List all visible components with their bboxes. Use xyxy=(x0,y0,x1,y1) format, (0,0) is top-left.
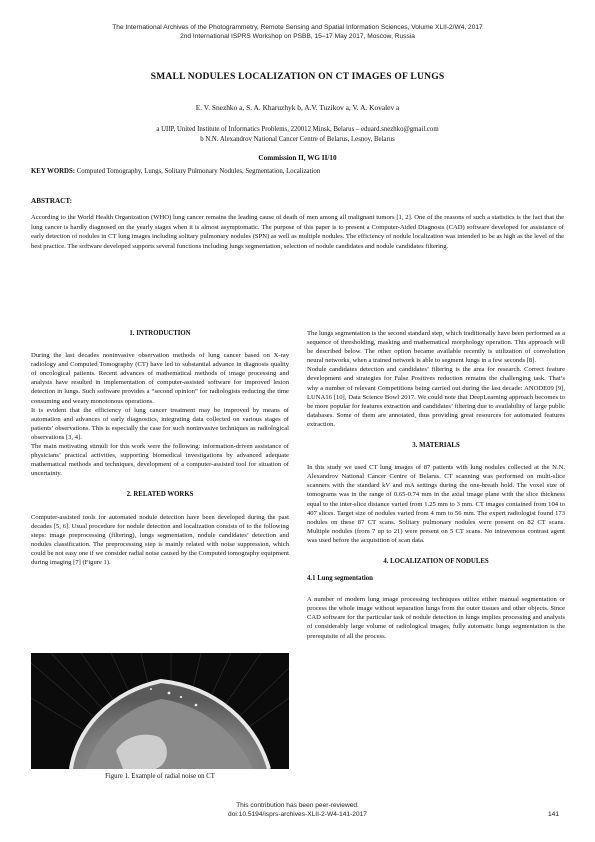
abstract-heading: ABSTRACT: xyxy=(31,197,73,205)
footer xyxy=(40,802,555,819)
left-column xyxy=(31,329,289,567)
affiliation-b: b N.N. Alexandrov National Cancer Centre of Belarus, Lesnoy, Belarus xyxy=(200,136,395,143)
keywords-text: Computed Tomography, Lungs, Solitary Pulmonary Nodules, Segmentation, Localization xyxy=(76,168,321,175)
section-related-works-heading: 2. RELATED WORKS xyxy=(126,491,194,499)
header-line-2: 2nd International ISPRS Workshop on PSBB, 15–17 May 2017, Moscow, Russia xyxy=(180,32,415,40)
intro-paragraph-3: The main motivating stimuli for this work were the following: information-driven assistance of physicians’ practical activities, supporting biomedical investigations by advanced adequate mathematical methods and techniques, development of a computer-assisted tool for situation of uncertainty. xyxy=(31,443,289,478)
section-localization-heading: 4. LOCALIZATION OF NODULES xyxy=(383,557,489,565)
intro-paragraph-2: It is evident that the efficiency of lung cancer treatment may be improved by means of automation and advances of early diagnostics, integrating data collected on various stages of patients’ observations. This is especially the case for such noninvasive techniques as radiological observations [3, 4]. xyxy=(31,406,289,441)
lung-segmentation-paragraph-1: A number of modern lung image processing techniques utilize either manual segmentation or process the whole image without separation lungs from the outer tissues and other objects. Since CAD software for the particular task of nodule detection in lungs implies processing and analysis of considerably large volume of radiological images, fully automatic lungs segmentation is the prerequisite of all the process. xyxy=(307,596,565,640)
affiliation-a: a UIIP, United Institute of Informatics Problems, 220012 Minsk, Belarus – eduard.snezhko@gmail.com xyxy=(156,126,439,133)
keywords xyxy=(31,168,564,175)
authors: E. V. Snezhko a, S. A. Kharuzhyk b, A.V. Tuzikov a, V. A. Kovalev a xyxy=(195,103,400,112)
subsection-lung-segmentation-heading: 4.1 Lung segmentation xyxy=(307,575,373,583)
materials-paragraph-1: In this study we used CT lung images of 87 patients with lung nodules collected at the N.N. Alexandrov National Cancer Centre of Belarus. CT scanning was performed on multi-slice scanners with the standard kV and mA settings during the one-breath hold. The voxel size of tomograms was in the range of 0.65-0.74 mm in the axial image plane with the slice thickness equal to the inter-slice distance varied from 1.25 mm to 3 mm. CT images contained from 104 to 407 slices. Target size of nodules varied from 4 mm to 56 mm. The expert radiologist found 173 nodules on these 87 CT scans. Solitary pulmonary nodules were present on 82 CT scans. Multiple nodules (from 7 up to 21) were present on 5 CT scans. No intravenous contrast agent was used before the acquisition of scan data. xyxy=(307,464,565,544)
page-number: 141 xyxy=(547,811,559,818)
figure-1-caption: Figure 1. Example of radial noise on CT xyxy=(105,773,215,780)
abstract-text: According to the World Health Organization (WHO) lung cancer remains the leading cause of death of men among all malignant tumors [1, 2]. One of the reasons of such a statistics is the fact that the lung cancer is hardly diagnosed on the yearly stages when it is almost asymptomatic. The purpose of this paper is to present a Computer-Aided Diagnosis (CAD) software developed for assistance of early detection of nodules in CT lung images including solitary pulmonary nodules (SPN) as well as multiple nodules. The efficiency of nodule localization was intended to be as high as the level of the best practice. The software developed supports several functions including lungs segmentation, selection of nodule candidates and nodule candidates filtering. xyxy=(31,214,564,250)
related-paragraph-1: Computer-assisted tools for automated nodule detection have been developed during the past decades [5, 6]. Usual procedure for nodule detection and localization consists of to the following steps: image preprocessing (filtering), lungs segmentation, nodule candidates’ detection and nodules classification. The preprocessing step is mainly related with noise suppression, which could be not easy one if we consider radial noise caused by the Computed tomography equipment during imaging [7] (Figure 1). xyxy=(31,513,290,566)
footer-doi: doi:10.5194/isprs-archives-XLII-2-W4-141-2017 xyxy=(228,810,367,818)
commission: Commission II, WG II/10 xyxy=(258,154,337,162)
section-introduction-heading: 1. INTRODUCTION xyxy=(129,330,191,337)
intro-paragraph-1: During the last decades noninvasive observation methods of lung cancer based on X-ray radiology and Computed Tomography (CT) have led to substantial advance in diagnosis quality of oncological patients. Recent advances of mathematical methods of image processing and analysis have resulted in implementation of computer-assisted software for improved lesion detection in lungs. Such software provides a “second opinion” for radiologists reducing the time consuming and weary monotonous operations. xyxy=(31,352,289,405)
affiliations xyxy=(40,125,555,145)
running-header xyxy=(40,24,555,41)
segmentation-paragraph-2: Nodule candidates detection and candidates’ filtering is the area for research. Correct feature development and strategies for False Positives reduction remains the challenging task. That’s why a number of relevant Competitions being carried out during the last decade: ANODE09 [9], LUNA16 [10], Data Science Bowl 2017. We could note that DeepLearning approach becomes to be more popular for features extraction and candidates’ filtering due to availability of large public databases. Some of them are annotated, thus providing great resources for automated features extraction. xyxy=(307,366,565,428)
footer-review-note: This contribution has been peer-reviewed. xyxy=(236,802,359,809)
segmentation-paragraph-1: The lungs segmentation is the second standard step, which traditionally have been performed as a sequence of thresholding, masking and mathematical morphology operation. This approach will be described below. The other option became available recently is utilization of convolution neural networks, when a trained network is able to segment lungs in a few seconds [8]. xyxy=(307,330,565,365)
section-materials-heading: 3. MATERIALS xyxy=(412,442,460,450)
right-column xyxy=(307,329,565,641)
figure-1-ct-image xyxy=(31,653,289,769)
keywords-label: KEY WORDS: xyxy=(31,168,75,175)
header-line-1: The International Archives of the Photogrammetry, Remote Sensing and Spatial Information Sciences, Volume XLII-2/W4, 2017 xyxy=(112,24,483,31)
paper-title: SMALL NODULES LOCALIZATION ON CT IMAGES OF LUNGS xyxy=(150,71,445,82)
